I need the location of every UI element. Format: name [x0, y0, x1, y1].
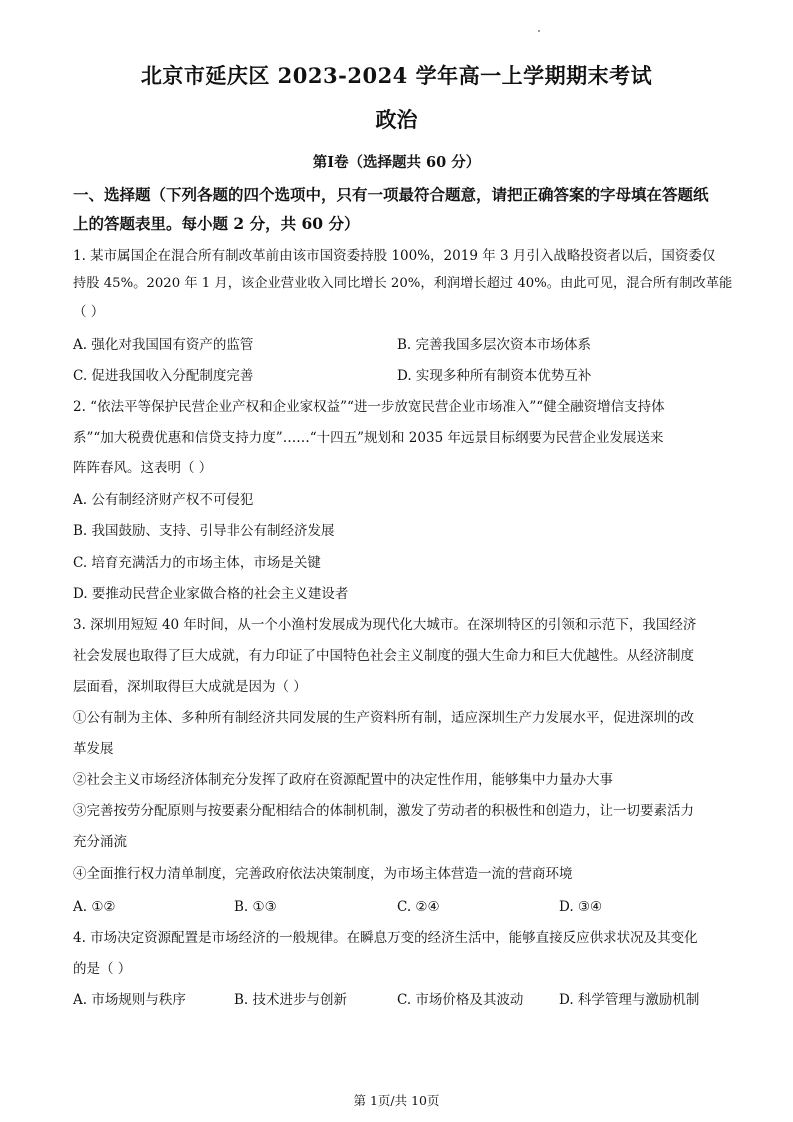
q2-option-c: C. 培育充满活力的市场主体，市场是关键	[73, 555, 321, 571]
q1-line-1: 1. 某市属国企在混合所有制改革前由该市国资委持股 100%，2019 年 3 月引入战略投资者以后，国资委仅	[73, 248, 716, 264]
q2-option-b: B. 我国鼓励、支持、引导非公有制经济发展	[73, 523, 335, 539]
q3-item-3: ③完善按劳分配原则与按要素分配相结合的体制机制，激发了劳动者的积极性和创造力，让一切要素活力	[73, 803, 694, 819]
scan-dot	[538, 30, 540, 32]
q2-line-1: 2. “依法平等保护民营企业产权和企业家权益”“进一步放宽民营企业市场准入”“健全融资增信支持体	[73, 399, 665, 415]
q4-option-d: D. 科学管理与激励机制	[559, 992, 700, 1008]
q1-option-a: A. 强化对我国国有资产的监管	[73, 337, 254, 353]
q4-option-a: A. 市场规则与秩序	[73, 992, 186, 1008]
q4-line-1: 4. 市场决定资源配置是市场经济的一般规律。在瞬息万变的经济生活中，能够直接反应供求状况及其变化	[73, 930, 698, 946]
q3-item-1-cont: 革发展	[73, 741, 114, 757]
q4-option-c: C. 市场价格及其波动	[397, 992, 524, 1008]
q1-option-d: D. 实现多种所有制资本优势互补	[397, 368, 592, 384]
q3-option-b: B. ①③	[234, 899, 277, 915]
q3-item-1: ①公有制为主体、多种所有制经济共同发展的生产资料所有制，适应深圳生产力发展水平，促进深圳的改	[73, 710, 694, 726]
q3-item-4: ④全面推行权力清单制度，完善政府依法决策制度，为市场主体营造一流的营商环境	[73, 866, 573, 882]
exam-title: 北京市延庆区 2023-2024 学年高一上学期期末考试	[140, 63, 653, 88]
q2-option-a: A. 公有制经济财产权不可侵犯	[73, 492, 254, 508]
q1-blank: （ ）	[73, 304, 105, 320]
section-instruction: 一、选择题（下列各题的四个选项中，只有一项最符合题意，请把正确答案的字母填在答题纸上的答题表里。每小题 2 分，共 60 分）	[73, 185, 709, 233]
q1-line-2: 持股 45%。2020 年 1 月，该企业营业收入同比增长 20%，利润增长超过 40%。由此可见，混合所有制改革能	[73, 276, 733, 291]
q3-line-3: 层面看，深圳取得巨大成就是因为（ ）	[73, 679, 307, 695]
q3-option-d: D. ③④	[559, 899, 603, 915]
q4-line-2: 的是（ ）	[73, 961, 132, 977]
q2-line-3: 阵阵春风。这表明（ ）	[73, 460, 213, 476]
q1-option-b: B. 完善我国多层次资本市场体系	[397, 337, 592, 353]
page-number: 第 1页/共 10页	[353, 1093, 440, 1108]
q3-item-2: ②社会主义市场经济体制充分发挥了政府在资源配置中的决定性作用，能够集中力量办大事	[73, 772, 613, 788]
q3-line-2: 社会发展也取得了巨大成就，有力印证了中国特色社会主义制度的强大生命力和巨大优越性。从经济制度	[73, 648, 694, 664]
q3-item-3-cont: 充分涌流	[73, 834, 127, 850]
q1-option-c: C. 促进我国收入分配制度完善	[73, 368, 254, 384]
subject-title: 政治	[375, 107, 418, 132]
q3-line-1: 3. 深圳用短短 40 年时间，从一个小渔村发展成为现代化大城市。在深圳特区的引领和示范下，我国经济	[73, 617, 697, 633]
q2-option-d: D. 要推动民营企业家做合格的社会主义建设者	[73, 586, 349, 602]
q2-line-2: 系”“加大税费优惠和信贷支持力度”……“十四五”规划和 2035 年远景目标纲要为民营企业发展送来	[73, 430, 664, 446]
q4-option-b: B. 技术进步与创新	[234, 992, 348, 1008]
section-title: 第Ⅰ卷（选择题共 60 分）	[312, 154, 481, 171]
q3-option-a: A. ①②	[73, 899, 116, 915]
q3-option-c: C. ②④	[397, 899, 440, 915]
